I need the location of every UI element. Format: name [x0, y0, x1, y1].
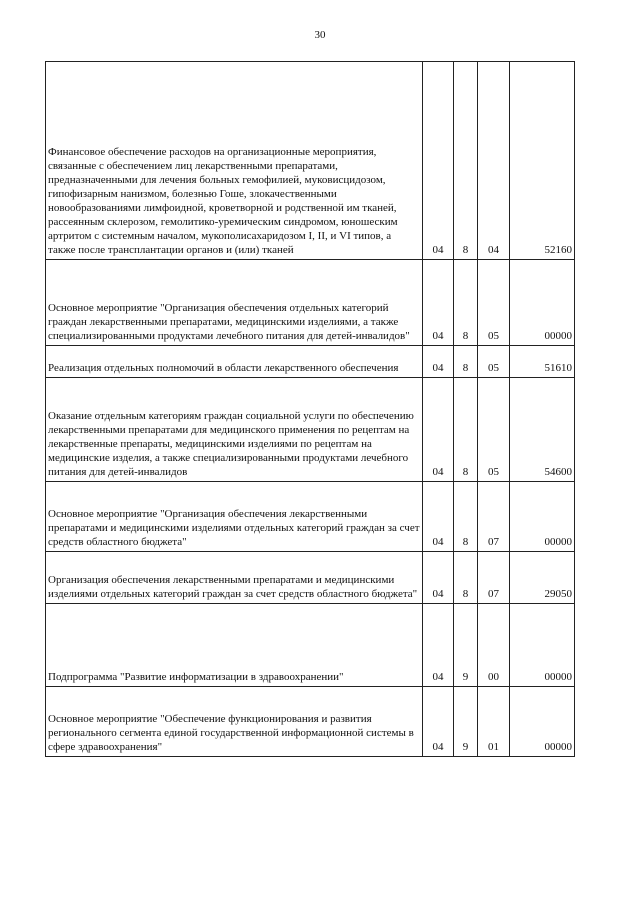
row-code-1: 04 — [423, 62, 454, 260]
row-code-1: 04 — [423, 482, 454, 552]
row-code-1: 04 — [423, 687, 454, 757]
row-code-2: 8 — [454, 378, 478, 482]
row-code-1: 04 — [423, 552, 454, 604]
row-code-2: 8 — [454, 482, 478, 552]
row-description: Основное мероприятие "Организация обеспечения отдельных категорий граждан лекарственными препаратами, медицинскими изделиями, а также специализированными продуктами лечебного питания для детей-инвалидов" — [46, 260, 423, 346]
row-description: Основное мероприятие "Организация обеспечения лекарственными препаратами и медицинскими изделиями отдельных категорий граждан за счет средств областного бюджета" — [46, 482, 423, 552]
row-code-2: 8 — [454, 62, 478, 260]
row-code-3: 07 — [478, 552, 510, 604]
row-description: Основное мероприятие "Обеспечение функционирования и развития регионального сегмента единой государственной информационной системы в сфере здравоохранения" — [46, 687, 423, 757]
table-row — [46, 482, 575, 552]
table-row — [46, 346, 575, 378]
row-code-4: 00000 — [510, 482, 575, 552]
row-code-2: 8 — [454, 552, 478, 604]
row-description: Оказание отдельным категориям граждан социальной услуги по обеспечению лекарственными препаратами для медицинского применения по рецептам на лекарственные препараты, медицинскими изделиями по рецептам на медицинские изделия, а также специализированными продуктами лечебного питания для детей-инвалидов — [46, 378, 423, 482]
row-code-1: 04 — [423, 604, 454, 687]
row-code-1: 04 — [423, 346, 454, 378]
row-code-4: 54600 — [510, 378, 575, 482]
row-description: Подпрограмма "Развитие информатизации в здравоохранении" — [46, 604, 423, 687]
row-code-3: 01 — [478, 687, 510, 757]
row-code-4: 52160 — [510, 62, 575, 260]
row-code-1: 04 — [423, 378, 454, 482]
row-code-1: 04 — [423, 260, 454, 346]
row-description: Организация обеспечения лекарственными препаратами и медицинскими изделиями отдельных категорий граждан за счет средств областного бюджета" — [46, 552, 423, 604]
row-code-4: 00000 — [510, 260, 575, 346]
table-row — [46, 687, 575, 757]
row-code-3: 04 — [478, 62, 510, 260]
page-number: 30 — [314, 29, 326, 41]
row-code-3: 07 — [478, 482, 510, 552]
row-code-2: 8 — [454, 260, 478, 346]
row-code-3: 00 — [478, 604, 510, 687]
table-row — [46, 604, 575, 687]
row-description: Реализация отдельных полномочий в области лекарственного обеспечения — [46, 346, 423, 378]
row-code-4: 00000 — [510, 604, 575, 687]
row-code-4: 00000 — [510, 687, 575, 757]
table-row — [46, 260, 575, 346]
row-code-3: 05 — [478, 260, 510, 346]
row-code-2: 9 — [454, 604, 478, 687]
row-code-2: 9 — [454, 687, 478, 757]
budget-classification-table — [45, 61, 575, 757]
row-code-3: 05 — [478, 346, 510, 378]
table-row — [46, 62, 575, 260]
row-code-4: 29050 — [510, 552, 575, 604]
row-description: Финансовое обеспечение расходов на организационные мероприятия, связанные с обеспечением лиц лекарственными препаратами, предназначенными для лечения больных гемофилией, муковисцидозом, гипофизарным нанизмом, болезнью Гоше, злокачественными новообразованиями лимфоидной, кроветворной и родственной им тканей, рассеянным склерозом, гемолитико-уремическим синдромом, юношеским артритом с системным началом, мукополисахаридозом I, II, и VI типов, а также после трансплантации органов и (или) тканей — [46, 62, 423, 260]
table-row — [46, 552, 575, 604]
table-row — [46, 378, 575, 482]
row-code-3: 05 — [478, 378, 510, 482]
row-code-2: 8 — [454, 346, 478, 378]
row-code-4: 51610 — [510, 346, 575, 378]
